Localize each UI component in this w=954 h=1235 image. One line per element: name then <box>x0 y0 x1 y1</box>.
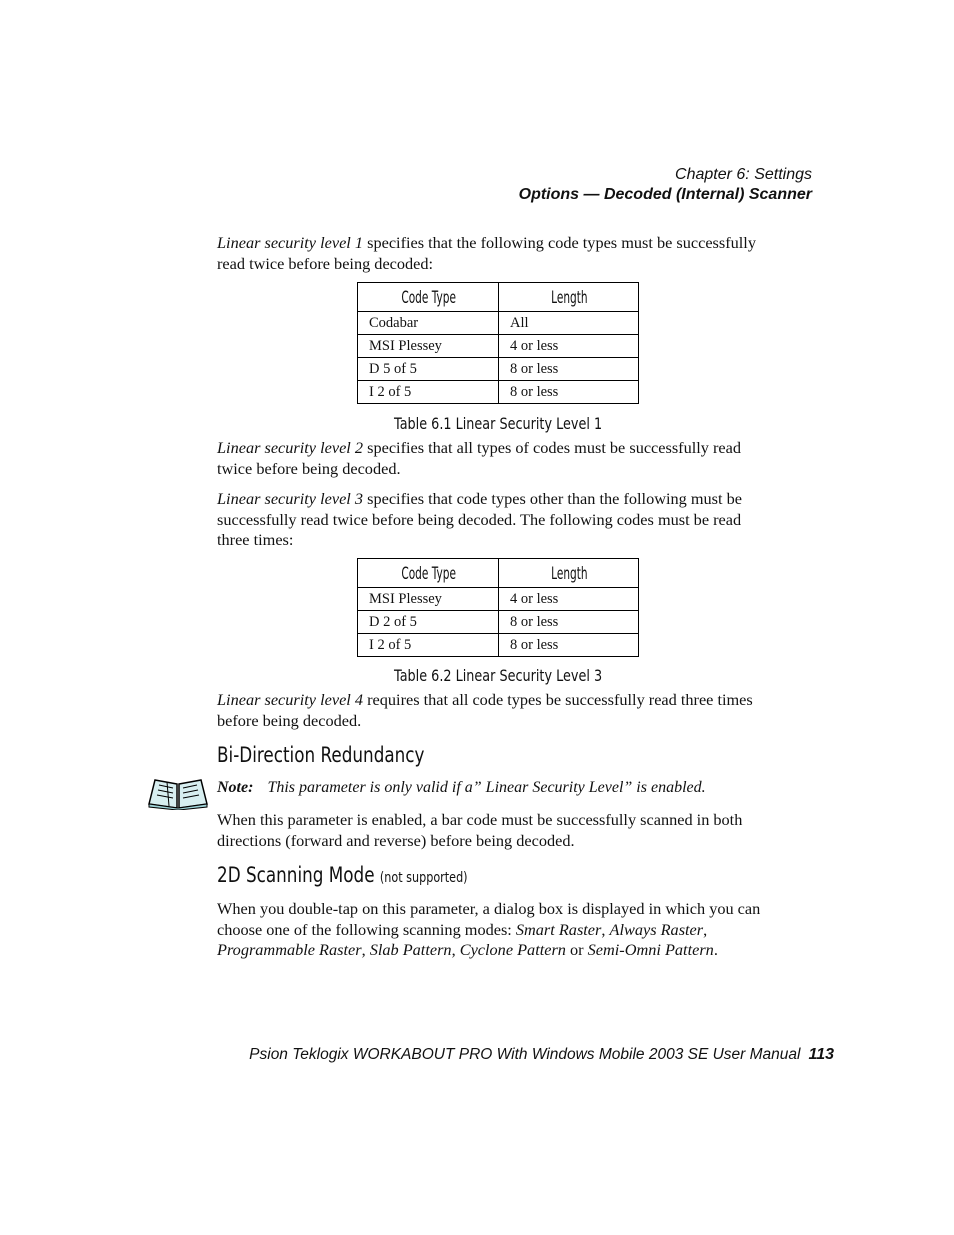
level3-text-2: successfully read twice before being decoded. The following codes must be read <box>217 509 742 529</box>
table-cell: I 2 of 5 <box>358 381 499 404</box>
table-row <box>358 358 639 381</box>
table1-caption: Table 6.1 Linear Security Level 1 <box>393 414 603 433</box>
mode-always-raster: Always Raster <box>609 919 704 939</box>
mode-cyclone-pattern: Cyclone Pattern <box>459 940 566 959</box>
level4-term: Linear security level 4 <box>217 690 364 709</box>
running-header-section: Options — Decoded (Internal) Scanner <box>518 186 812 203</box>
level3-text-1: specifies that code types other than the following must be <box>363 489 742 508</box>
level3-paragraph <box>217 489 787 551</box>
level1-text-2: read twice before being decoded: <box>217 253 434 273</box>
table-row <box>358 588 639 611</box>
table-header-length: Length <box>513 283 625 312</box>
scan2d-heading-text: 2D Scanning Mode <box>217 863 375 887</box>
table-cell: D 2 of 5 <box>358 611 499 634</box>
table-cell: 8 or less <box>499 634 639 657</box>
table-linear-security-1 <box>357 282 639 404</box>
scan2d-heading <box>217 863 468 887</box>
note-text: This parameter is only valid if a” Linear Security Level” is enabled. <box>267 779 706 796</box>
table-cell: I 2 of 5 <box>358 634 499 657</box>
table-cell: 4 or less <box>499 588 639 611</box>
table-cell: 8 or less <box>499 381 639 404</box>
table-cell: 8 or less <box>499 358 639 381</box>
level4-text-2: before being decoded. <box>217 710 362 730</box>
level2-text-2: twice before being decoded. <box>217 458 401 478</box>
bidirection-paragraph <box>217 810 787 851</box>
table2-caption: Table 6.2 Linear Security Level 3 <box>393 666 603 685</box>
bidirection-heading: Bi-Direction Redundancy <box>217 743 425 767</box>
scan2d-paragraph: When you double-tap on this parameter, a dialog box is displayed in which you can choose one of the following scanning modes: Smart Raster, Always Raster, Programmable Raster, Slab Pattern, Cyclone Pattern or Semi-Omni Pattern. <box>217 899 761 959</box>
table-row <box>358 335 639 358</box>
scan2d-heading-suffix: (not supported) <box>379 870 468 886</box>
level1-term: Linear security level 1 <box>217 233 364 252</box>
level2-paragraph <box>217 438 787 479</box>
footer-title: Psion Teklogix WORKABOUT PRO With Windows Mobile 2003 SE User Manual <box>249 1046 801 1063</box>
table-cell: Codabar <box>358 312 499 335</box>
table-header-code-type: Code Type <box>372 283 485 312</box>
level4-text-1: requires that all code types be successfully read three times <box>363 690 753 709</box>
mode-semi-omni-pattern: Semi-Omni Pattern <box>587 940 714 959</box>
running-header-chapter: Chapter 6: Settings <box>675 166 812 183</box>
open-book-icon <box>147 776 209 810</box>
table-row <box>358 634 639 657</box>
level3-text-3: three times: <box>217 530 294 549</box>
table-row <box>358 611 639 634</box>
scan2d-line-2: choose one of the following scanning modes: <box>217 919 516 939</box>
table-row <box>358 312 639 335</box>
page-number: 113 <box>808 1046 834 1063</box>
table-linear-security-3 <box>357 558 639 657</box>
level3-term: Linear security level 3 <box>217 489 364 508</box>
table-cell: MSI Plessey <box>358 335 499 358</box>
table-cell: All <box>499 312 639 335</box>
page-footer <box>249 1046 834 1064</box>
level2-text-1: specifies that all types of codes must be successfully read <box>363 438 742 457</box>
mode-smart-raster: Smart Raster <box>515 919 602 939</box>
note-label: Note: <box>217 779 254 796</box>
table-cell: 4 or less <box>499 335 639 358</box>
table-header-code-type: Code Type <box>372 559 485 588</box>
mode-programmable-raster: Programmable Raster <box>217 940 362 959</box>
table-cell: 8 or less <box>499 611 639 634</box>
level1-paragraph <box>217 233 787 274</box>
bidirection-text-2: directions (forward and reverse) before being decoded. <box>217 830 575 850</box>
table-header-row <box>358 559 639 588</box>
level1-text-1: specifies that the following code types must be successfully <box>363 233 756 252</box>
table-cell: D 5 of 5 <box>358 358 499 381</box>
level2-term: Linear security level 2 <box>217 438 364 457</box>
table-row <box>358 381 639 404</box>
mode-slab-pattern: Slab Pattern <box>369 940 452 959</box>
level4-paragraph <box>217 690 787 731</box>
note <box>217 779 706 797</box>
table-cell: MSI Plessey <box>358 588 499 611</box>
bidirection-text-1: When this parameter is enabled, a bar code must be successfully scanned in both <box>217 810 743 829</box>
table-header-row <box>358 283 639 312</box>
table-header-length: Length <box>513 559 625 588</box>
scan2d-line-1: When you double-tap on this parameter, a dialog box is displayed in which you can <box>217 899 761 918</box>
